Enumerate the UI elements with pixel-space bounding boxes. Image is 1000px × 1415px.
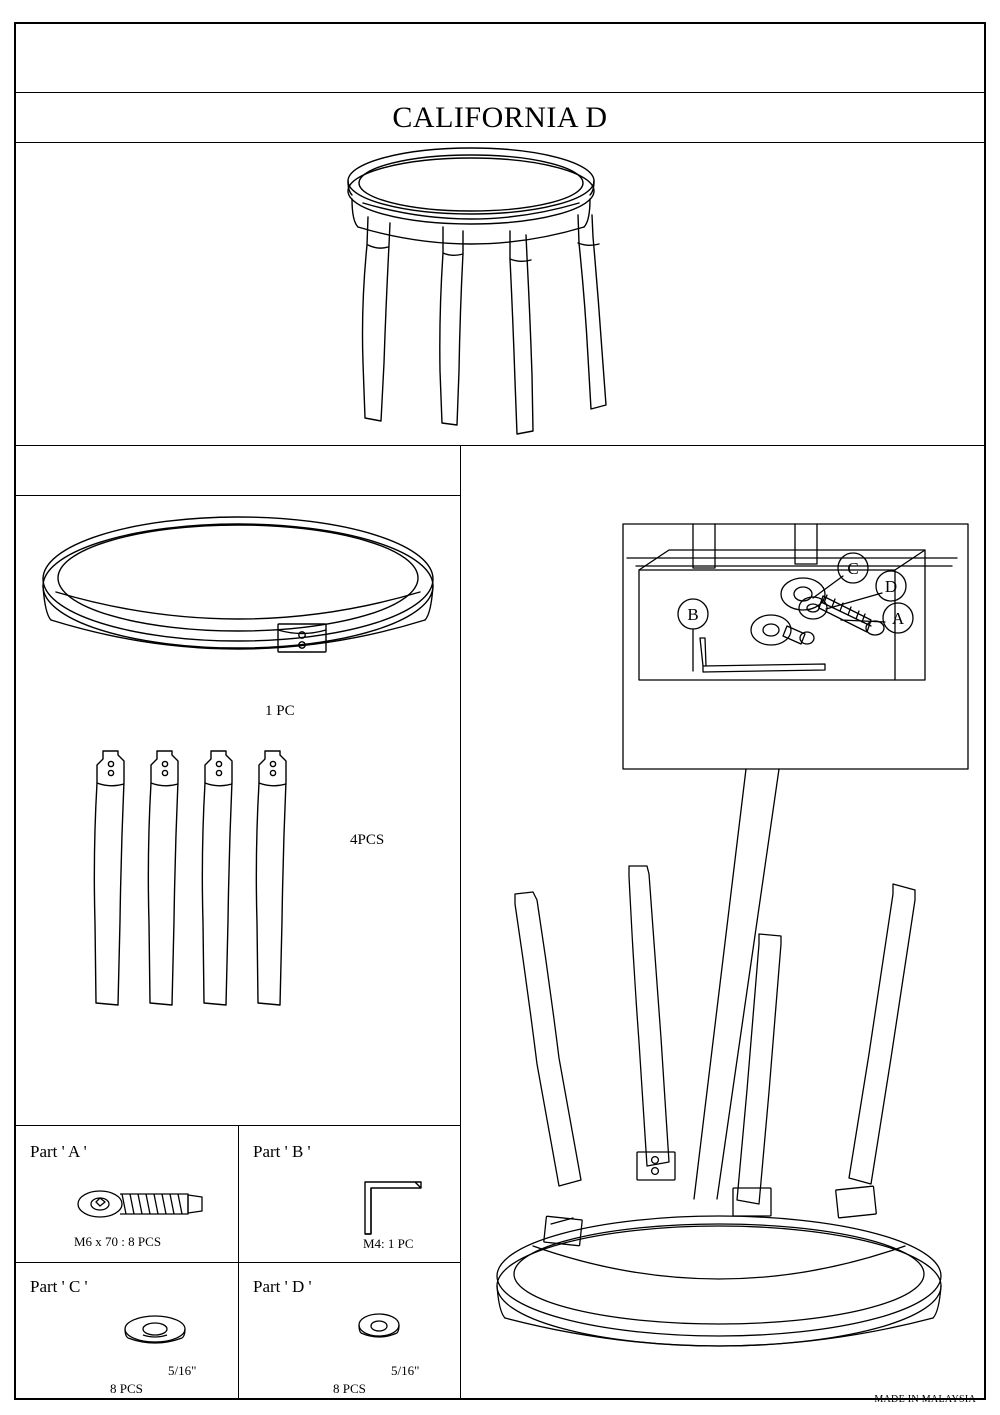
spring-washer-icon	[339, 1305, 439, 1357]
callout-a-letter: A	[891, 609, 905, 628]
part-b-spec: M4: 1 PC	[363, 1236, 414, 1251]
assembly-diagram	[461, 446, 984, 1400]
tabletop-quantity-label: 1 PC	[265, 703, 295, 719]
made-in-label: MADE IN MALAYSIA	[874, 1394, 976, 1405]
part-d-count: 8 PCS	[333, 1381, 366, 1396]
table-row	[16, 1126, 238, 1262]
assembled-product-illustration	[16, 143, 984, 445]
part-a-spec: M6 x 70 : 8 PCS	[74, 1234, 162, 1249]
part-d-label: Part ' D '	[253, 1277, 312, 1296]
part-b-label: Part ' B '	[253, 1142, 311, 1161]
flat-washer-icon	[110, 1307, 220, 1359]
allen-key-icon	[327, 1170, 457, 1240]
part-c-size: 5/16"	[168, 1363, 197, 1378]
part-a-label: Part ' A '	[30, 1142, 87, 1161]
part-c-count: 8 PCS	[110, 1381, 143, 1396]
callout-d-letter: D	[884, 577, 898, 596]
table-row	[239, 1263, 460, 1400]
callout-b-letter: B	[687, 605, 699, 624]
table-row	[239, 1126, 460, 1262]
hardware-parts-table	[16, 1126, 460, 1400]
callout-c-letter: C	[847, 559, 859, 578]
divider-top-strip	[16, 92, 984, 93]
table-row	[16, 1263, 238, 1400]
parts-column	[16, 446, 460, 1126]
sheet-title-band	[16, 94, 984, 142]
part-c-label: Part ' C '	[30, 1277, 88, 1296]
part-d-size: 5/16"	[391, 1363, 420, 1378]
legs-quantity-label: 4PCS	[350, 832, 385, 848]
page-title: CALIFORNIA D	[392, 101, 608, 134]
